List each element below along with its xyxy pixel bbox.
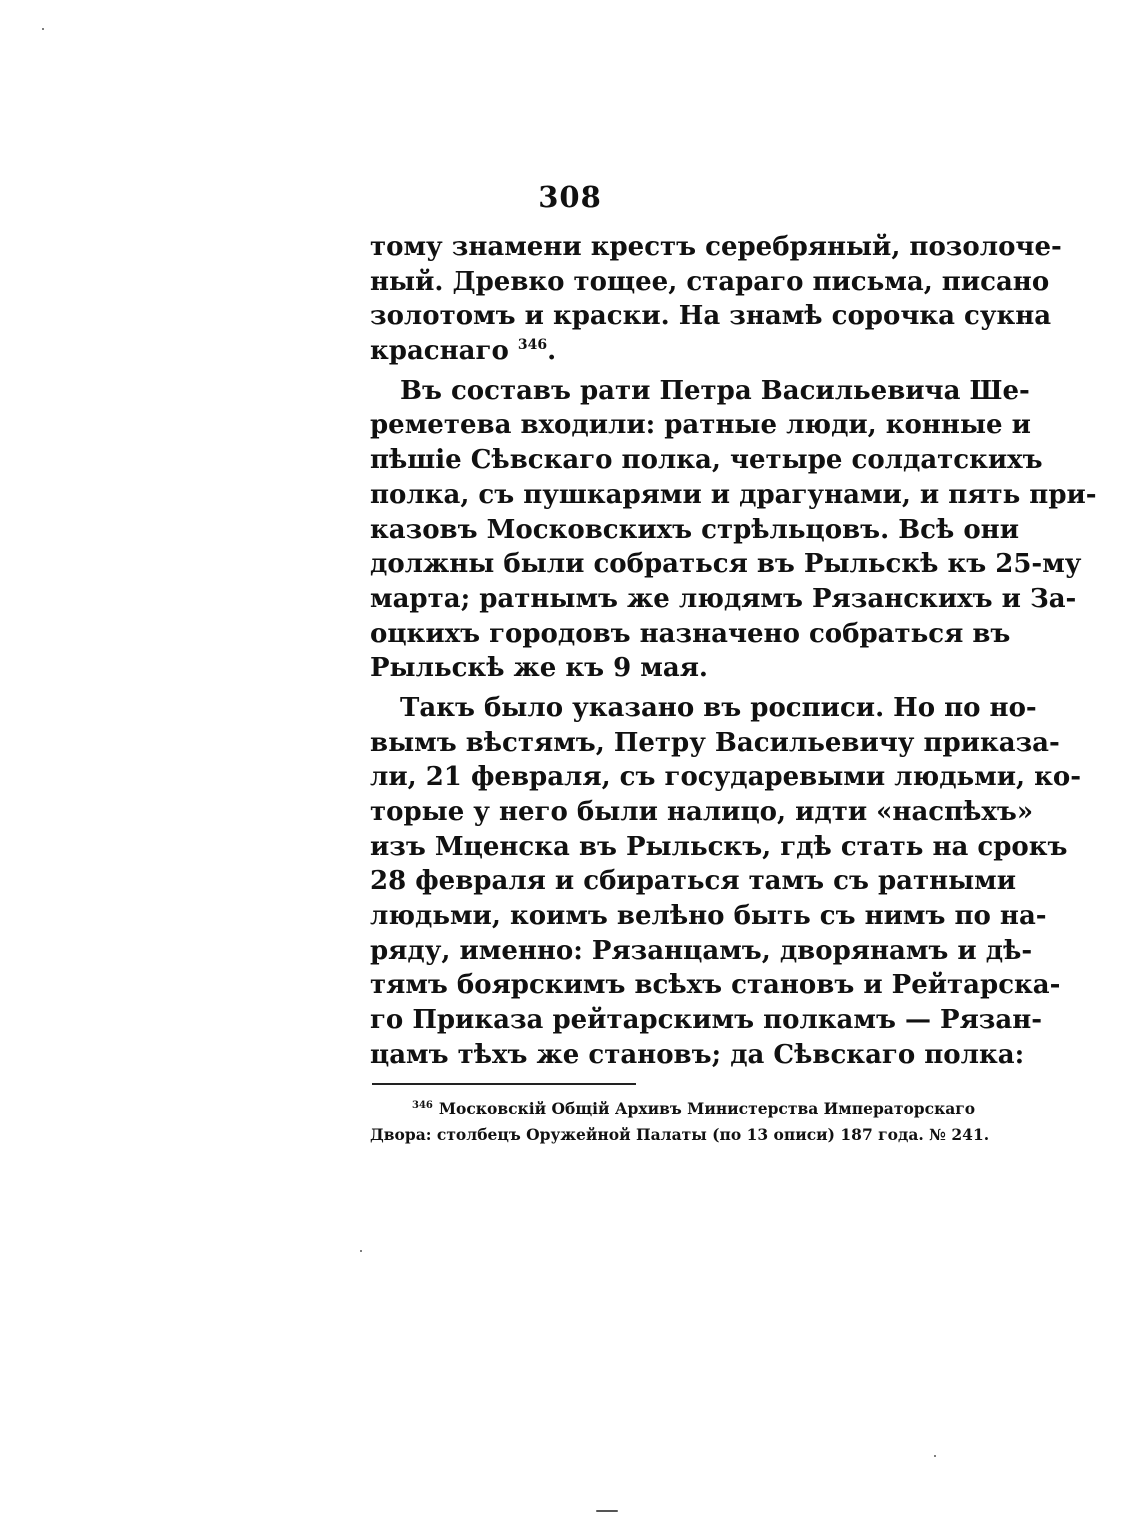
text-line: марта; ратнымъ же людямъ Рязанскихъ и За- — [370, 583, 1077, 614]
footnote-line: Двора: столбецъ Оружейной Палаты (по 13 описи) 187 года. № 241. — [370, 1125, 990, 1144]
text-line: людьми, коимъ велѣно быть съ нимъ по на- — [370, 901, 1047, 932]
text-line: Такъ было указано въ росписи. Но по но- — [400, 692, 1037, 723]
text-line: реметева входили: ратные люди, конные и — [370, 410, 1031, 441]
text-line: цамъ тѣхъ же становъ; да Сѣвскаго полка: — [370, 1039, 1025, 1070]
text-line: должны были собраться въ Рыльскѣ къ 25-му — [370, 549, 1082, 580]
footnote-block — [370, 1096, 990, 1148]
text-line: изъ Мценска въ Рыльскъ, гдѣ стать на срокъ — [370, 831, 1068, 862]
text-line: ный. Древко тощее, стараго письма, писано — [370, 266, 1050, 297]
text-line: тому знамени крестъ серебряный, позолоче- — [370, 232, 1062, 262]
scan-speck — [596, 1510, 618, 1512]
text-line: вымъ вѣстямъ, Петру Васильевичу приказа- — [370, 727, 1060, 758]
text-line: Рыльскѣ же къ 9 мая. — [370, 653, 708, 684]
page-number: 308 — [538, 180, 602, 214]
text-line: ли, 21 февраля, съ государевыми людьми, ко- — [370, 762, 1082, 793]
paragraph-2 — [370, 374, 1097, 686]
text-line: пѣшіе Сѣвскаго полка, четыре солдатскихъ — [370, 445, 1043, 476]
footnote-number: 346 — [412, 1100, 433, 1111]
scan-speck — [934, 1455, 936, 1457]
text-line — [370, 334, 950, 369]
text-line: торые у него были налицо, идти «наспѣхъ» — [370, 797, 1034, 827]
text-line-end: . — [547, 336, 557, 367]
text-line: оцкихъ городовъ назначено собраться въ — [370, 618, 1011, 649]
text-line: казовъ Московскихъ стрѣльцовъ. Всѣ они — [370, 514, 1019, 545]
text-line: полка, съ пушкарями и драгунами, и пять при- — [370, 479, 1097, 510]
scan-speck — [360, 1250, 362, 1252]
text-line: 28 февраля и сбираться тамъ съ ратными — [370, 866, 1017, 897]
text-line: золотомъ и краски. На знамѣ сорочка сукна — [370, 301, 1052, 332]
text-line: Въ составъ рати Петра Васильевича Ше- — [400, 375, 1030, 406]
text-line: го Приказа рейтарскимъ полкамъ — Рязан- — [370, 1005, 1043, 1036]
footnote-reference: 346 — [517, 337, 548, 354]
paragraph-3 — [370, 691, 1082, 1073]
body-text — [370, 230, 1097, 1073]
footnote-text: Московскій Общій Архивъ Министерства Императорскаго — [438, 1099, 976, 1118]
footnote-divider — [372, 1083, 636, 1085]
text-line-start: краснаго — [370, 336, 518, 367]
text-line: тямъ боярскимъ всѣхъ становъ и Рейтарска- — [370, 970, 1061, 1001]
scan-speck — [42, 28, 44, 30]
footnote-line — [370, 1096, 976, 1122]
text-line: ряду, именно: Рязанцамъ, дворянамъ и дѣ- — [370, 935, 1033, 966]
paragraph-1 — [370, 230, 1062, 369]
